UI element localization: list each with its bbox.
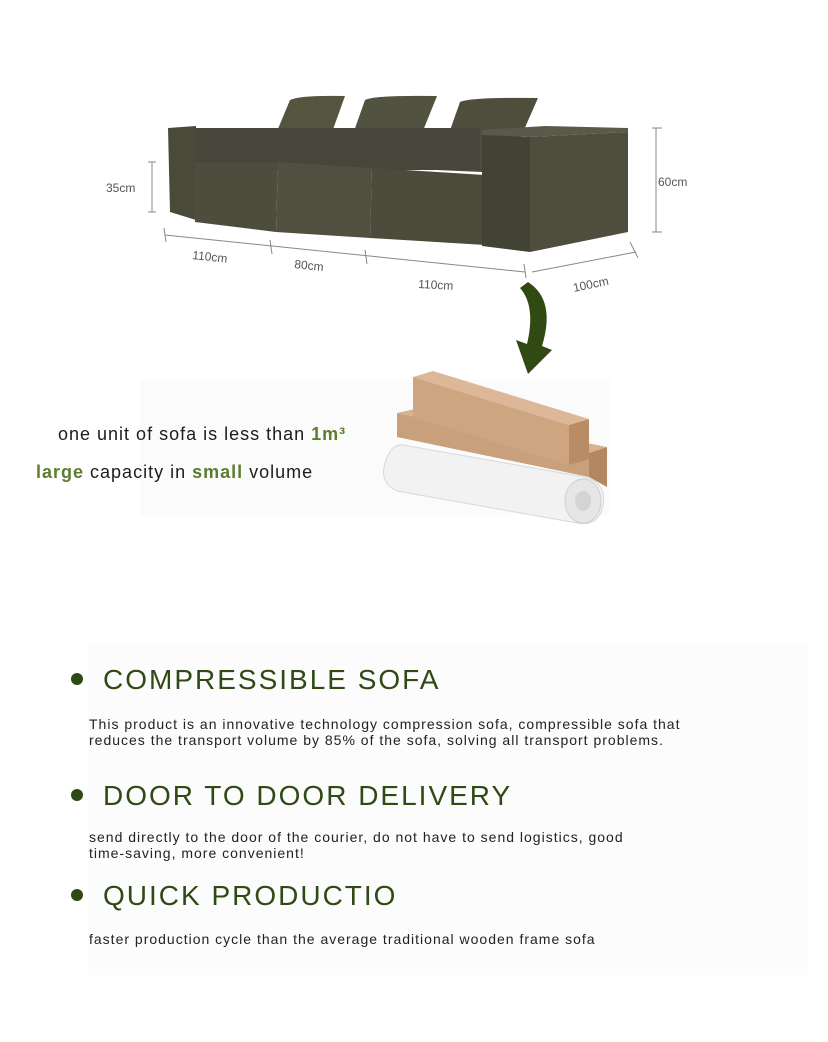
curved-arrow-icon [516, 282, 552, 374]
dim-depth: 100cm [571, 273, 610, 295]
seat-cushion-left [195, 162, 278, 232]
capacity-volume-highlight: 1m³ [311, 424, 347, 444]
capacity-line-2 [36, 462, 313, 483]
capacity-line-1 [58, 424, 346, 445]
feature-desc-line: faster production cycle than the average traditional wooden frame sofa [89, 931, 596, 947]
seat-cushion-middle [276, 162, 372, 238]
sofa-right-arm-front [482, 135, 530, 252]
seat-cushion-right [370, 168, 485, 245]
feature-desc-delivery [89, 829, 769, 861]
feature-title-delivery: DOOR TO DOOR DELIVERY [103, 780, 513, 811]
feature-desc-line: send directly to the door of the courier, do not have to send logistics, good [89, 829, 624, 845]
dim-middle-width: 80cm [293, 257, 325, 275]
roll-core [575, 491, 591, 511]
sofa-right-arm-side [530, 132, 628, 252]
capacity-line-2-text-a: capacity in [84, 462, 193, 482]
compressed-package-illustration [375, 365, 615, 535]
feature-title-compressible: COMPRESSIBLE SOFA [103, 664, 441, 695]
feature-desc-compressible [89, 716, 769, 748]
sofa-dimension-illustration [0, 0, 828, 380]
feature-desc-line: This product is an innovative technology compression sofa, compressible sofa that [89, 716, 681, 732]
bullet-dot-icon [71, 673, 83, 685]
dim-right-width: 110cm [417, 277, 454, 293]
feature-desc-line: time-saving, more convenient! [89, 845, 305, 861]
feature-title-production: QUICK PRODUCTIO [103, 880, 398, 911]
capacity-line-2-text-b: volume [243, 462, 314, 482]
bullet-dot-icon [71, 889, 83, 901]
dim-left-width: 110cm [191, 248, 229, 266]
feature-desc-line: reduces the transport volume by 85% of the sofa, solving all transport problems. [89, 732, 664, 748]
bullet-dot-icon [71, 789, 83, 801]
box-top-end [569, 419, 589, 465]
sofa-left-arm [168, 126, 196, 220]
dim-total-height: 60cm [658, 175, 688, 189]
capacity-small-highlight: small [192, 462, 244, 482]
capacity-line-1-text: one unit of sofa is less than [58, 424, 312, 444]
capacity-large-highlight: large [36, 462, 85, 482]
dim-seat-height: 35cm [106, 181, 136, 195]
feature-desc-production [89, 931, 769, 947]
